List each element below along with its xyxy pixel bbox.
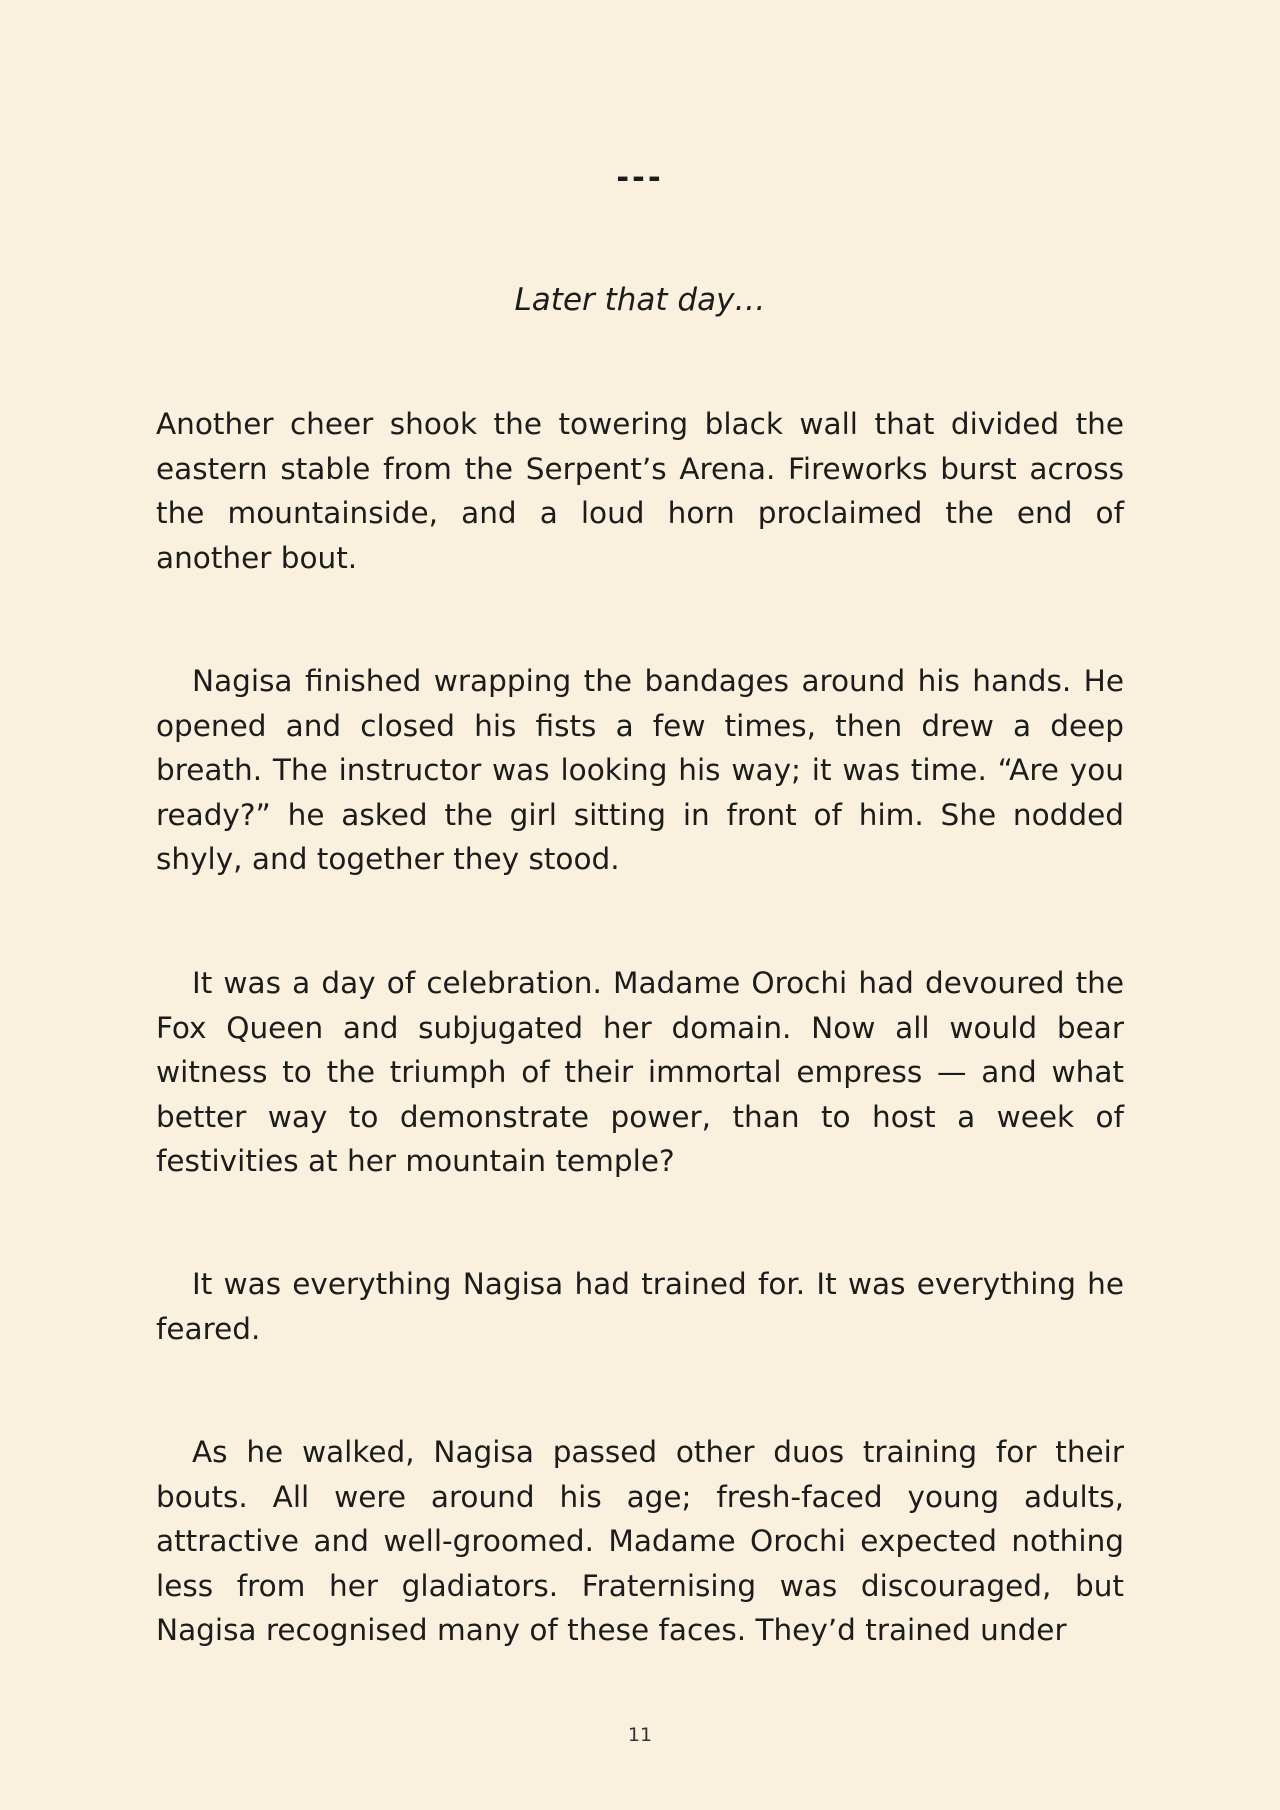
paragraph-1: Another cheer shook the towering black wall that divided the eastern stable from the Serpent’s Arena. Fireworks burst across the mountainside, and a loud horn proclaimed the end of another bout.: [156, 407, 1124, 575]
scene-subtitle: Later that day…: [514, 282, 766, 318]
paragraph-5: As he walked, Nagisa passed other duos training for their bouts. All were around his age; fresh-faced young adults, attractive and well-groomed. Madame Orochi expected nothing less from her gladiators. Fraternising was discouraged, but Nagisa recognised many of these faces. They’d trained under: [156, 1435, 1124, 1648]
paragraph-3: It was a day of celebration. Madame Orochi had devoured the Fox Queen and subjugated her domain. Now all would bear witness to the triumph of their immortal empress — and what better way to demonstrate power, than to host a week of festivities at her mountain temple?: [156, 966, 1124, 1179]
paragraph-2: Nagisa finished wrapping the bandages around his hands. He opened and closed his fists a few times, then drew a deep breath. The instructor was looking his way; it was time. “Are you ready?” he asked the girl sitting in front of him. She nodded shyly, and together they stood.: [156, 664, 1124, 877]
section-break: ---: [616, 160, 664, 196]
paragraph-4: It was everything Nagisa had trained for. It was everything he feared.: [156, 1267, 1124, 1346]
page-number: 11: [627, 1724, 653, 1746]
